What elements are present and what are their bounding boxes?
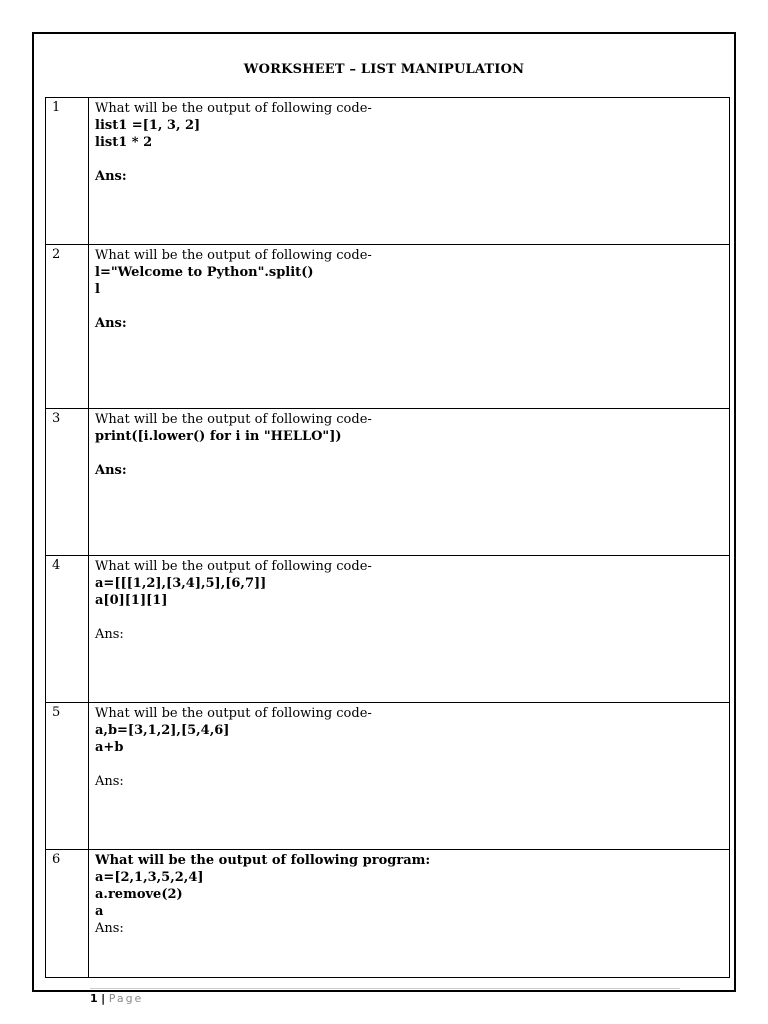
footer-divider <box>90 988 680 989</box>
question-row-6 <box>46 850 730 978</box>
question-content <box>89 409 730 556</box>
code-line: l="Welcome to Python".split() <box>95 265 314 280</box>
question-prompt: What will be the output of following code- <box>95 101 372 116</box>
question-number: 5 <box>46 703 89 850</box>
code-line: a=[[[1,2],[3,4],5],[6,7]] <box>95 576 267 591</box>
code-line: list1 =[1, 3, 2] <box>95 118 201 133</box>
code-line: a,b=[3,1,2],[5,4,6] <box>95 723 230 738</box>
question-row-2 <box>46 245 730 409</box>
question-number: 1 <box>46 98 89 245</box>
question-number: 4 <box>46 556 89 703</box>
questions-table <box>45 97 730 978</box>
question-row-5 <box>46 703 730 850</box>
question-row-4 <box>46 556 730 703</box>
code-line: a.remove(2) <box>95 887 183 902</box>
question-prompt: What will be the output of following code- <box>95 412 372 427</box>
question-content <box>89 245 730 409</box>
question-content <box>89 98 730 245</box>
question-content <box>89 850 730 978</box>
answer-label: Ans: <box>95 774 124 789</box>
answer-label: Ans: <box>95 463 127 478</box>
answer-label: Ans: <box>95 921 124 936</box>
code-line: l <box>95 282 100 297</box>
answer-label: Ans: <box>95 316 127 331</box>
question-content <box>89 703 730 850</box>
page-word: Page <box>108 992 144 1005</box>
question-number: 2 <box>46 245 89 409</box>
code-line: a <box>95 904 104 919</box>
question-number: 3 <box>46 409 89 556</box>
answer-label: Ans: <box>95 169 127 184</box>
question-row-1 <box>46 98 730 245</box>
page-number: 1 <box>90 992 98 1005</box>
code-line: list1 * 2 <box>95 135 153 150</box>
code-line: a[0][1][1] <box>95 593 168 608</box>
question-number: 6 <box>46 850 89 978</box>
answer-label: Ans: <box>95 627 124 642</box>
question-prompt: What will be the output of following code- <box>95 248 372 263</box>
code-line: a=[2,1,3,5,2,4] <box>95 870 204 885</box>
code-line: a+b <box>95 740 124 755</box>
question-row-3 <box>46 409 730 556</box>
question-content <box>89 556 730 703</box>
question-prompt: What will be the output of following program: <box>95 853 431 868</box>
question-prompt: What will be the output of following code- <box>95 706 372 721</box>
worksheet-title: WORKSHEET – LIST MANIPULATION <box>243 62 525 77</box>
question-prompt: What will be the output of following code- <box>95 559 372 574</box>
page-footer <box>90 992 143 1005</box>
code-line: print([i.lower() for i in "HELLO"]) <box>95 429 342 444</box>
page-separator: | <box>101 992 106 1005</box>
